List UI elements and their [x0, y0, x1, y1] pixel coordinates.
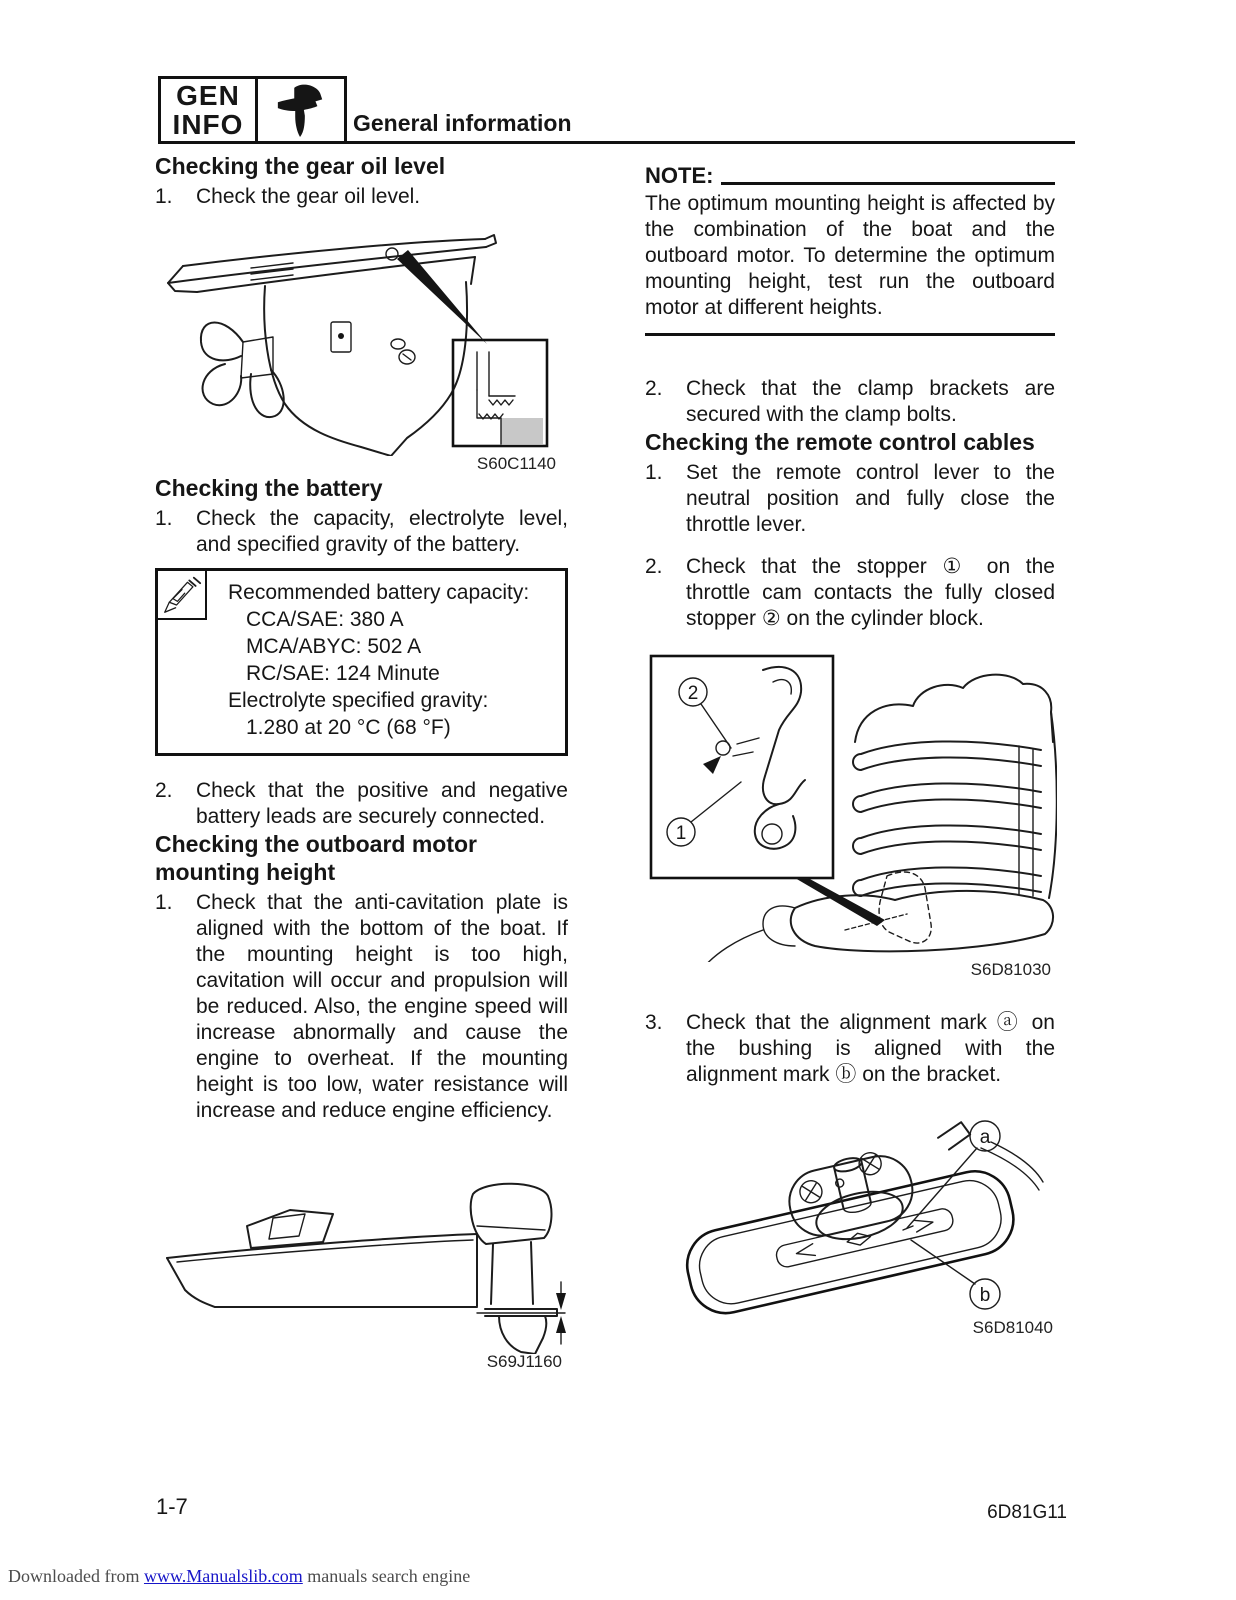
chapter-tab-label	[158, 76, 258, 144]
step-number: 1.	[155, 891, 173, 914]
gear-oil-drawing	[155, 226, 557, 456]
figure-caption: S6D81030	[970, 960, 1051, 979]
note-heading	[645, 163, 1055, 189]
note-rule	[721, 182, 1055, 185]
spec-line: RC/SAE: 124 Minute	[246, 662, 440, 685]
bracket-drawing	[645, 1112, 1055, 1320]
step-text: Check that the positive and negative battery leads are securely connected.	[196, 779, 568, 828]
step-item	[645, 1010, 1055, 1088]
spec-line: 1.280 at 20 °C (68 °F)	[246, 716, 451, 739]
page-title: General information	[353, 110, 572, 136]
footer-suffix: manuals search engine	[302, 1566, 471, 1586]
step-number: 2.	[645, 377, 663, 400]
step-text: Check the capacity, electrolyte level, and specified gravity of the battery.	[196, 507, 568, 556]
spec-line: CCA/SAE: 380 A	[246, 608, 404, 631]
step-number: 1.	[645, 461, 663, 484]
step-text: Check that the clamp brackets are secured with the clamp bolts.	[686, 377, 1055, 426]
step-number: 2.	[645, 555, 663, 578]
battery-spec-box	[155, 568, 568, 756]
callout-a-label: a	[979, 1127, 991, 1148]
footer-credit	[8, 1566, 470, 1587]
step-number: 1.	[155, 507, 173, 530]
figure-caption: S6D81040	[972, 1318, 1053, 1337]
step-number: 2.	[155, 779, 173, 802]
spec-line: Recommended battery capacity:	[228, 581, 530, 604]
section-heading-battery: Checking the battery	[155, 475, 383, 501]
chapter-tab-line2: INFO	[172, 109, 244, 140]
spec-line: MCA/ABYC: 502 A	[246, 635, 422, 658]
figure-gear-oil	[155, 226, 568, 474]
callout-1-label: 1	[675, 823, 687, 844]
step-item	[155, 506, 568, 558]
callout-b-label: b	[979, 1285, 991, 1306]
right-column	[645, 163, 1055, 1338]
step-item	[155, 184, 568, 210]
chapter-tab-line1: GEN	[176, 80, 240, 111]
page-number: 1-7	[156, 1494, 188, 1519]
step-text: Check that the alignment mark ⓐ on the bushing is aligned with the alignment mark ⓑ on the bracket.	[686, 1011, 1055, 1086]
spec-line: Electrolyte specified gravity:	[228, 689, 489, 712]
step-item	[155, 890, 568, 1124]
step-text: Check that the anti-cavitation plate is aligned with the bottom of the boat. If the mounting height is too high, cavitation will occur and propulsion will be reduced. Also, the engine speed will increase abnormally and cause the engine to overheat. If the mounting height is too low, water resistance will increase and reduce engine efficiency.	[196, 891, 568, 1122]
step-item	[645, 460, 1055, 538]
caliper-icon	[158, 571, 207, 620]
document-code: 6D81G11	[987, 1502, 1067, 1523]
note-text: The optimum mounting height is affected by the combination of the boat and the outboard motor. To determine the optimum mounting height, test run the outboard motor at different heights.	[645, 191, 1055, 336]
step-item	[155, 778, 568, 830]
step-item	[645, 554, 1055, 632]
footer-prefix: Downloaded from	[8, 1566, 144, 1586]
section-heading-mounting-height: Checking the outboard motor mounting height	[155, 831, 477, 885]
figure-throttle-cam	[645, 650, 1055, 980]
step-item	[645, 376, 1055, 428]
step-text: Check that the stopper ① on the throttle cam contacts the fully closed stopper ② on the cylinder block.	[686, 555, 1055, 630]
boat-drawing	[155, 1166, 568, 1354]
left-column	[155, 152, 568, 1372]
outboard-motor-icon	[258, 76, 347, 144]
note-label: NOTE:	[645, 163, 714, 188]
section-heading-gear-oil: Checking the gear oil level	[155, 153, 446, 179]
figure-bracket-alignment	[645, 1112, 1055, 1338]
step-number: 3.	[645, 1011, 663, 1034]
figure-caption: S60C1140	[476, 454, 556, 473]
step-text: Set the remote control lever to the neutral position and fully close the throttle lever.	[686, 461, 1055, 536]
chapter-tab	[158, 76, 347, 144]
step-number: 1.	[155, 185, 173, 208]
figure-boat-mounting	[155, 1166, 568, 1372]
figure-caption: S69J1160	[486, 1352, 562, 1371]
manualslib-link[interactable]: www.Manualslib.com	[143, 1566, 303, 1586]
callout-2-label: 2	[687, 683, 699, 704]
engine-drawing	[645, 650, 1057, 962]
step-text: Check the gear oil level.	[196, 185, 421, 208]
section-heading-remote-cables: Checking the remote control cables	[645, 429, 1035, 455]
header-rule	[347, 141, 1075, 144]
